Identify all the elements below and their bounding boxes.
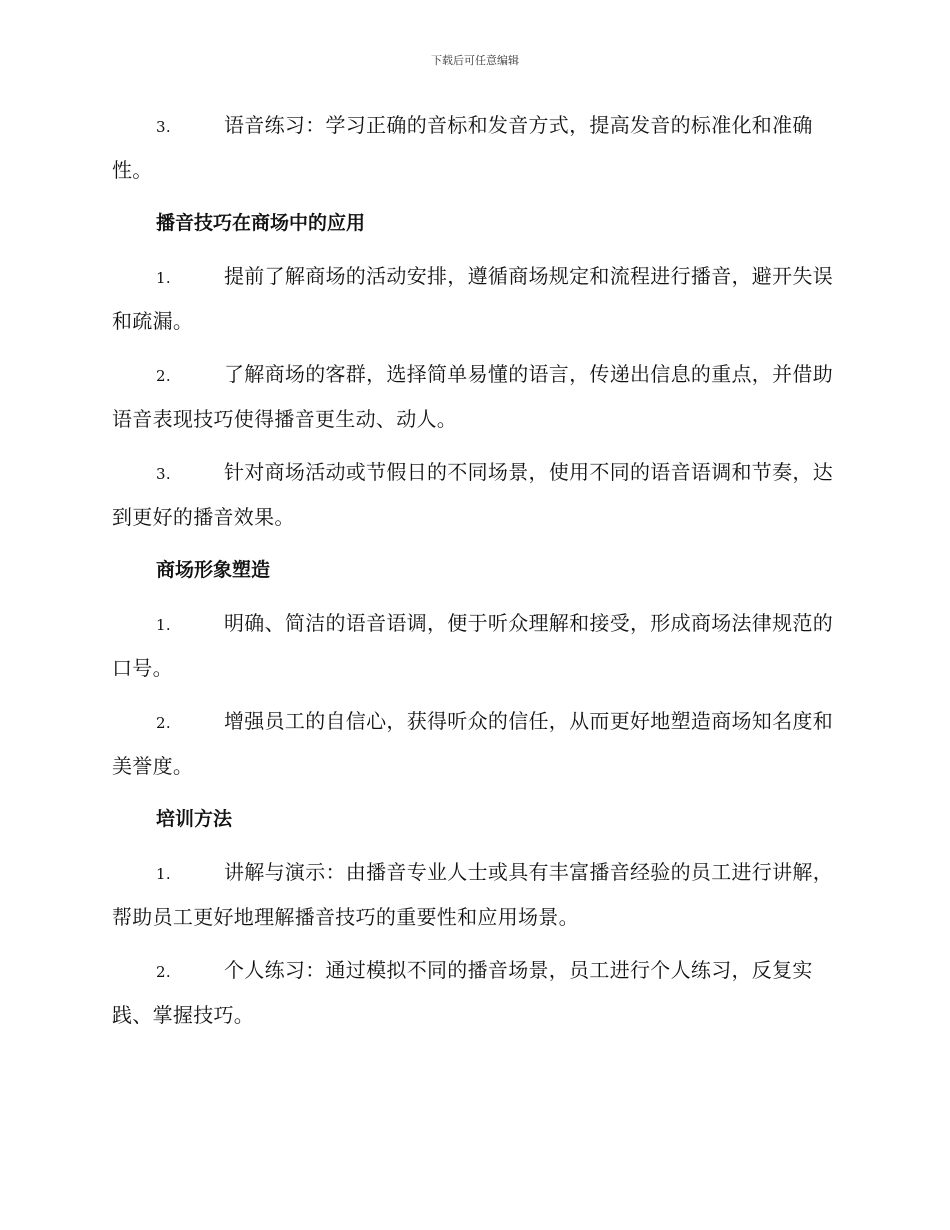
item-number: 1. xyxy=(156,269,171,287)
list-item xyxy=(112,353,834,441)
list-item xyxy=(112,851,834,939)
item-text: 提前了解商场的活动安排，遵循商场规定和流程进行播音，避开失误和疏漏。 xyxy=(112,264,833,333)
section-heading: 培训方法 xyxy=(156,808,233,830)
item-text: 增强员工的自信心，获得听众的信任，从而更好地塑造商场知名度和美誉度。 xyxy=(112,709,833,778)
list-item xyxy=(112,451,834,539)
list-item xyxy=(112,255,834,343)
item-number: 1. xyxy=(156,865,171,883)
list-item xyxy=(112,949,834,1037)
list-item xyxy=(112,104,834,192)
item-number: 1. xyxy=(156,616,171,634)
item-text: 明确、简洁的语音语调，便于听众理解和接受，形成商场法律规范的口号。 xyxy=(112,611,833,680)
item-text: 了解商场的客群，选择简单易懂的语言，传递出信息的重点，并借助语音表现技巧使得播音更生动、动人。 xyxy=(112,362,833,431)
item-text: 语音练习：学习正确的音标和发音方式，提高发音的标准化和准确性。 xyxy=(112,113,813,182)
list-item xyxy=(112,602,834,690)
item-number: 2. xyxy=(156,367,171,385)
item-text: 个人练习：通过模拟不同的播音场景，员工进行个人练习，反复实践、掌握技巧。 xyxy=(112,958,813,1027)
document-body xyxy=(112,104,834,1047)
item-text: 讲解与演示：由播音专业人士或具有丰富播音经验的员工进行讲解，帮助员工更好地理解播音技巧的重要性和应用场景。 xyxy=(112,860,833,929)
page-header: 下载后可任意编辑 xyxy=(431,54,519,67)
item-number: 3. xyxy=(156,118,171,136)
item-number: 2. xyxy=(156,963,171,981)
item-number: 2. xyxy=(156,714,171,732)
section-heading: 播音技巧在商场中的应用 xyxy=(156,212,366,234)
section-heading: 商场形象塑造 xyxy=(156,559,271,581)
item-number: 3. xyxy=(156,465,171,483)
list-item xyxy=(112,700,834,788)
item-text: 针对商场活动或节假日的不同场景，使用不同的语音语调和节奏，达到更好的播音效果。 xyxy=(112,460,833,529)
